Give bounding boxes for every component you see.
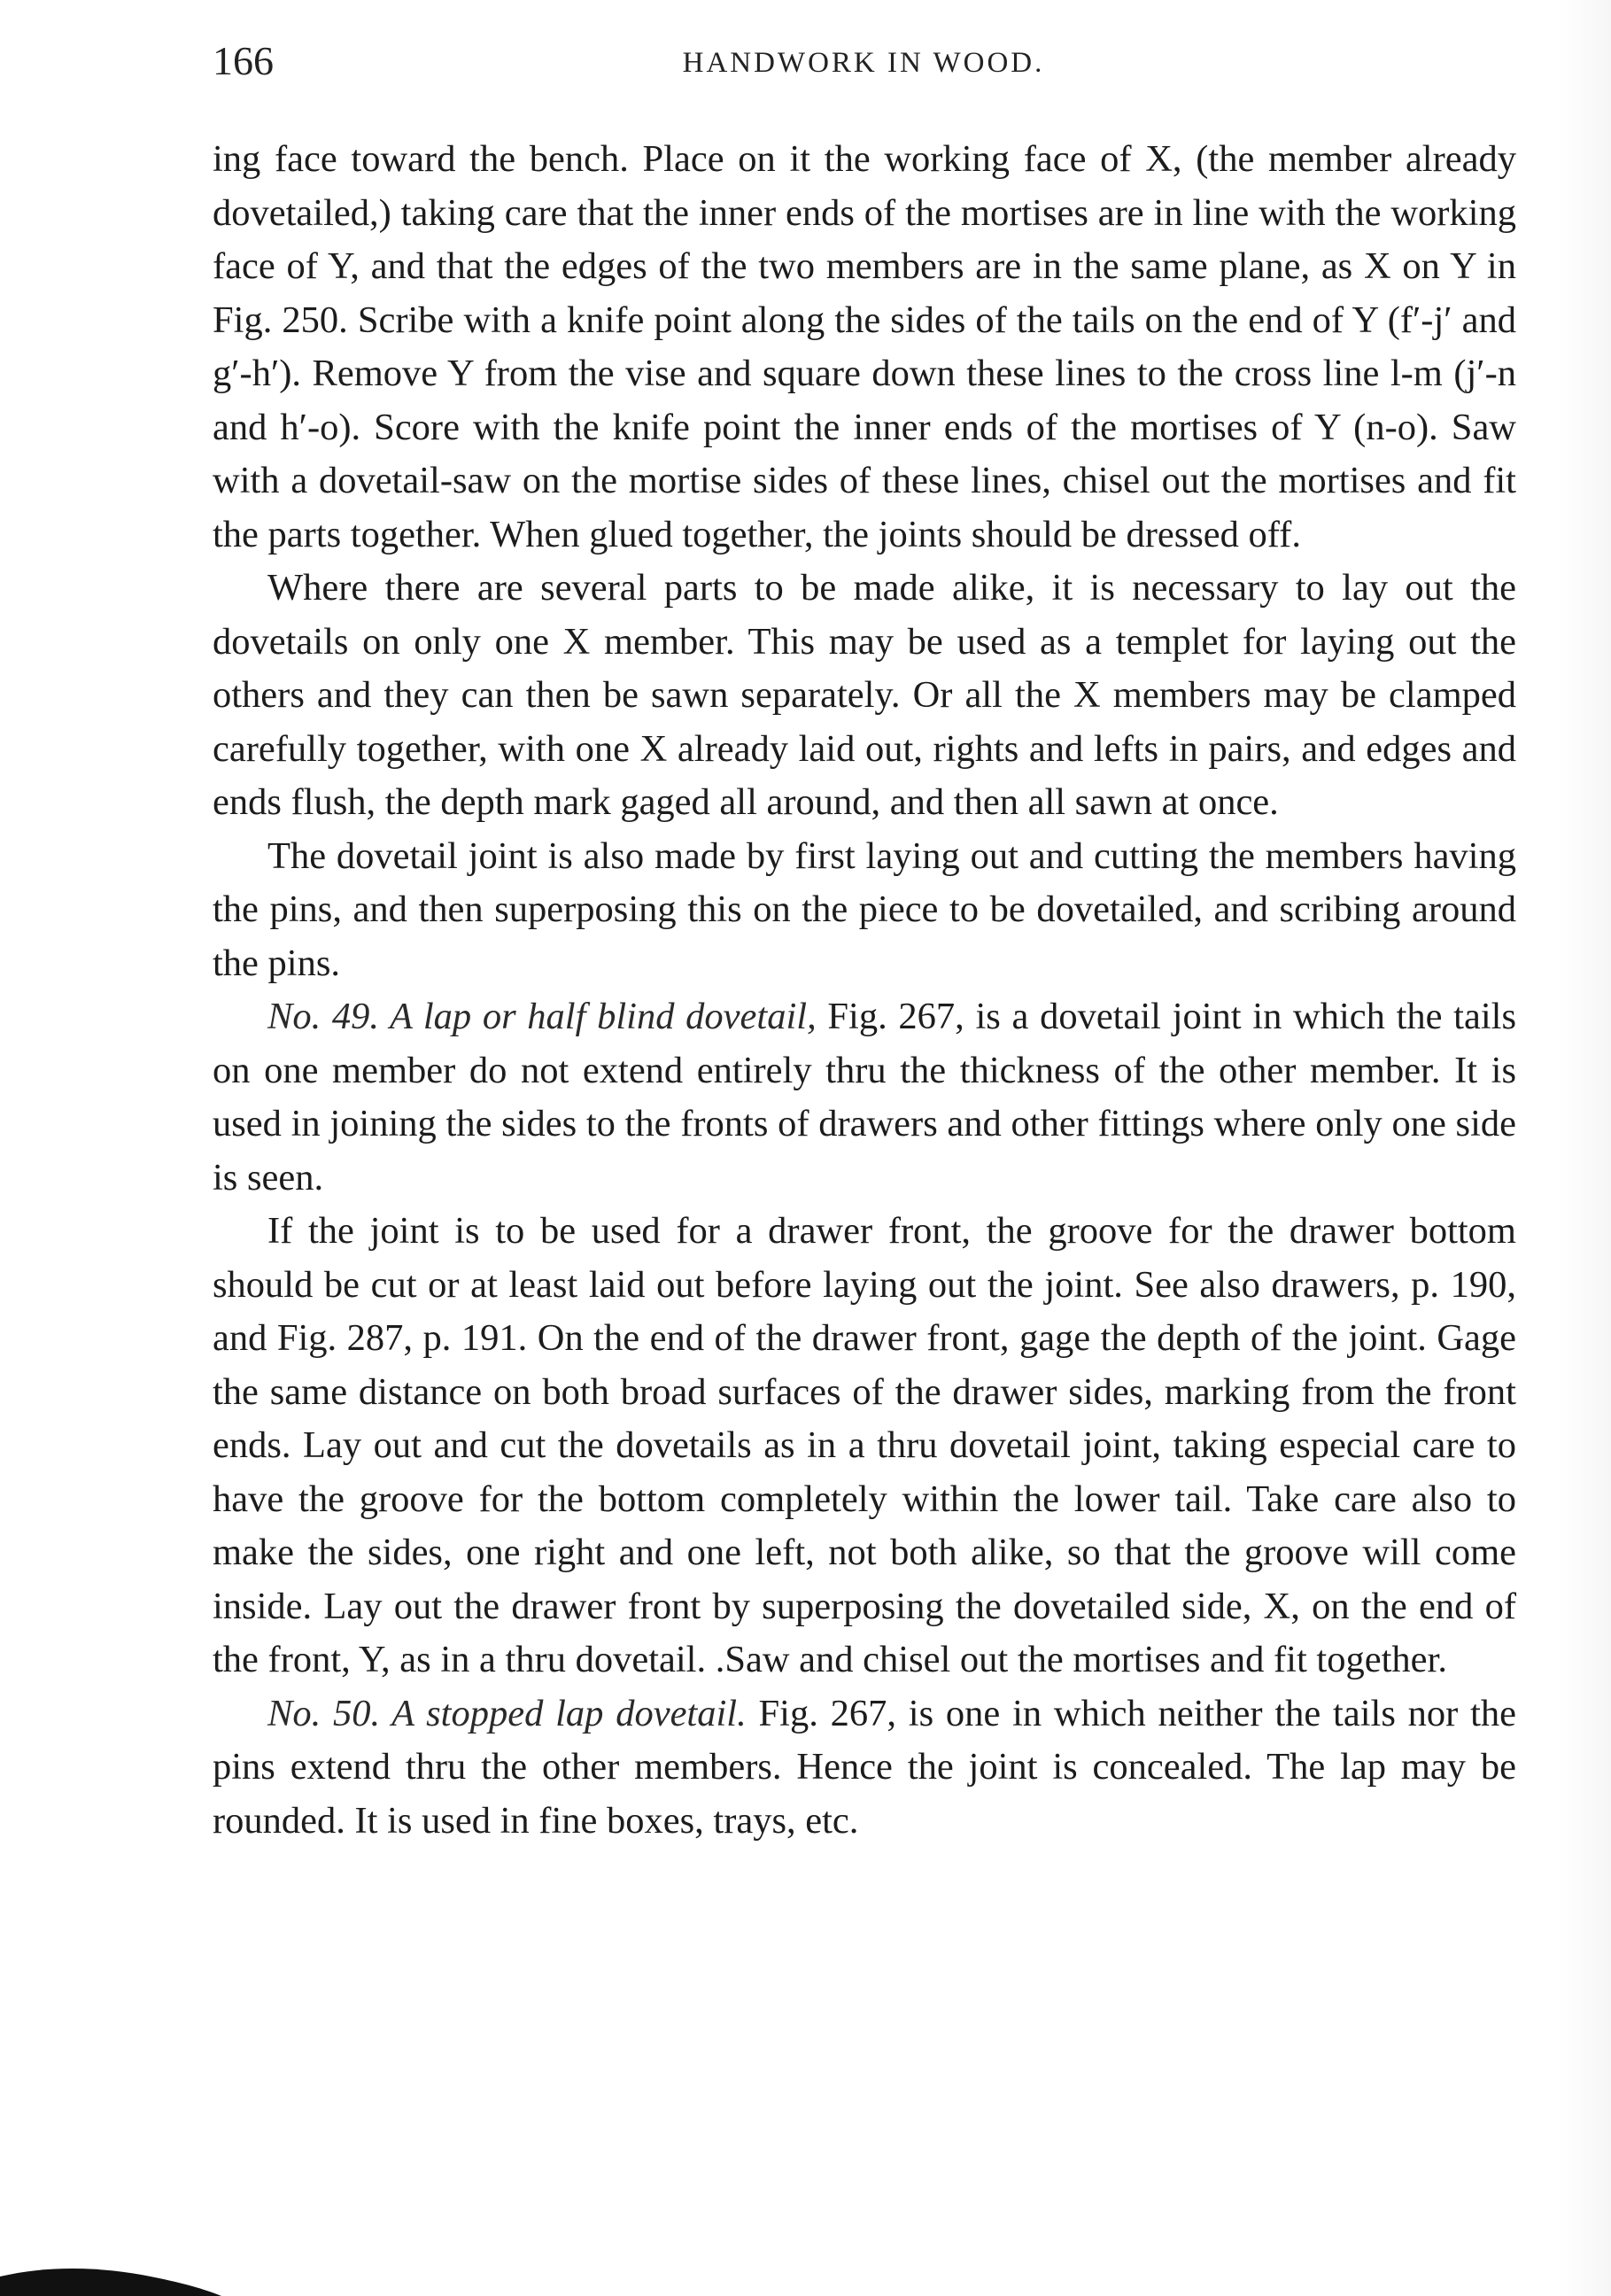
page-edge-shade: [1558, 0, 1611, 2296]
paragraph-no-49-text: Fig. 267, is a dovetail joint in which the tails on one member do not extend entirely thru the thickness of the other member. It is used in joining the sides to the fronts of drawers and other fittings where only one side is seen.: [213, 996, 1517, 1198]
scan-shadow-mark: [0, 2241, 221, 2296]
running-head: HANDWORK IN WOOD.: [682, 47, 1045, 79]
paragraph-continued: ing face toward the bench. Place on it the working face of X, (the member already dovetailed,) taking care that the inner ends of the mortises are in line with the working face of Y, and that the edges of the two members are in the same plane, as X on Y in Fig. 250. Scribe with a knife point along the sides of the tails on the end of Y (f′-j′ and g′-h′). Remove Y from the vise and square down these lines to the cross line l-m (j′-n and h′-o). Score with the knife point the inner ends of the mortises of Y (n-o). Saw with a dovetail-saw on the mortise sides of these lines, chisel out the mortises and fit the parts together. When glued together, the joints should be dressed off.: [213, 138, 1516, 555]
body-text: [213, 133, 1516, 1848]
paragraph-pins-first: The dovetail joint is also made by first laying out and cutting the members having the pins, and then superposing this on the piece to be dovetailed, and scribing around the pins.: [213, 834, 1516, 984]
paragraph-no-49: [213, 990, 1516, 1205]
paragraph-no-50-text: Fig. 267, is one in which neither the tails nor the pins extend thru the other members. Hence the joint is concealed. The lap may be rounded. It is used in fine boxes, trays, etc.: [213, 1692, 1516, 1842]
heading-no-49: No. 49. A lap or half blind dovetail,: [267, 996, 817, 1037]
page-header: [213, 30, 1514, 92]
paragraph-no-50: [213, 1687, 1516, 1849]
heading-no-50: No. 50. A stopped lap dovetail.: [267, 1692, 747, 1734]
page-number: 166: [213, 38, 274, 83]
paragraph-several-parts: Where there are several parts to be made alike, it is necessary to lay out the dovetails on only one X member. This may be used as a templet for laying out the others and they can then be sawn separately. Or all the X members may be clamped carefully together, with one X already laid out, rights and lefts in pairs, and edges and ends flush, the depth mark gaged all around, and then all sawn at once.: [213, 567, 1516, 823]
paragraph-drawer-front: If the joint is to be used for a drawer front, the groove for the drawer bottom should be cut or at least laid out before laying out the joint. See also drawers, p. 190, and Fig. 287, p. 191. On the end of the drawer front, gage the depth of the joint. Gage the same distance on both broad surfaces of the drawer sides, marking from the front ends. Lay out and cut the dovetails as in a thru dovetail joint, taking especial care to have the groove for the bottom completely within the lower tail. Take care also to make the sides, one right and one left, not both alike, so that the groove will come inside. Lay out the drawer front by superposing the dovetailed side, X, on the end of the front, Y, as in a thru dovetail. .Saw and chisel out the mortises and fit together.: [213, 1210, 1516, 1680]
